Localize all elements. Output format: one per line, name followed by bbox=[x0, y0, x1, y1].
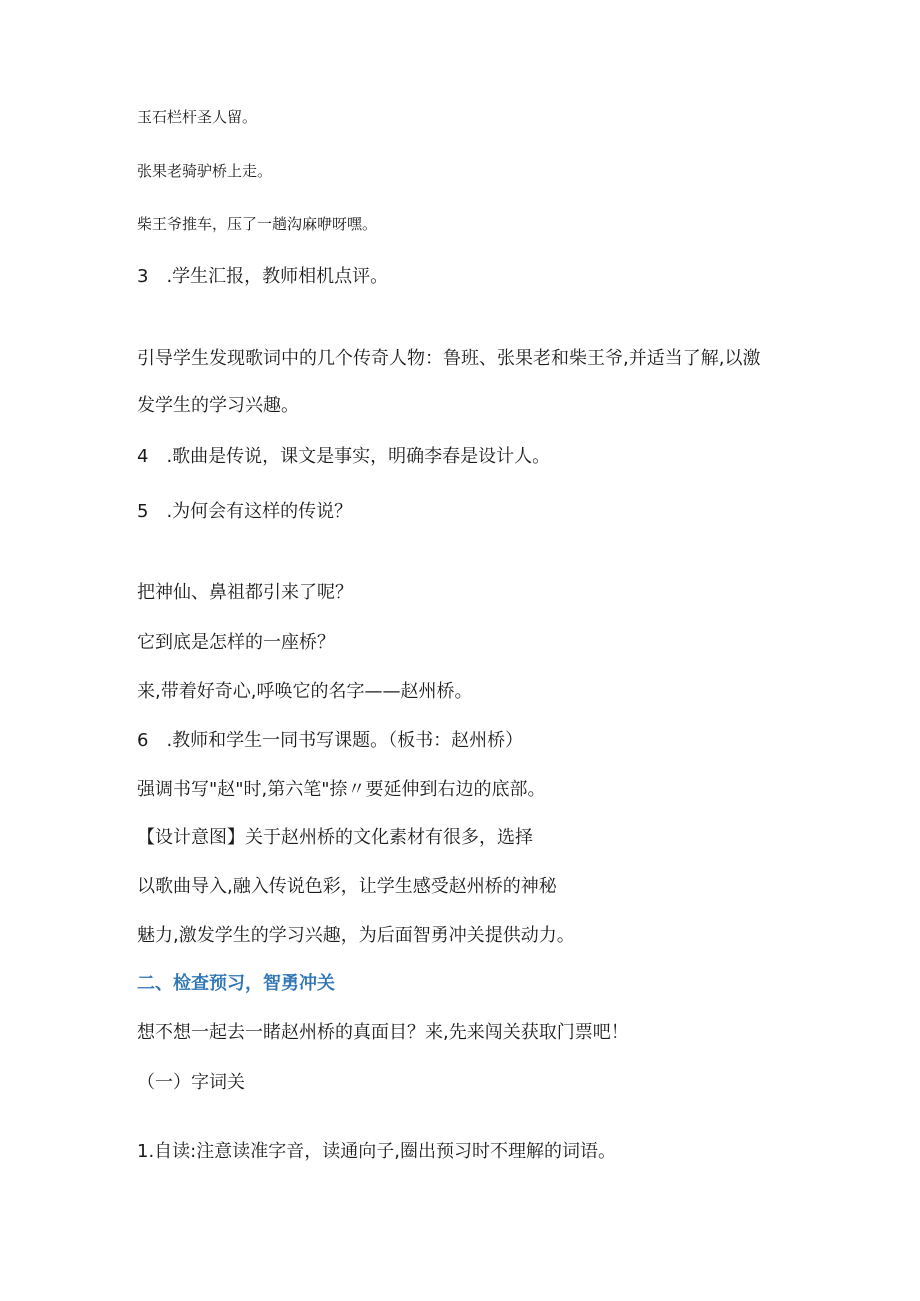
item-1: 1.自读:注意读准字音，读通向子,圈出预习时不理解的词语。 bbox=[137, 1141, 616, 1162]
guide-paragraph-line-2: 发学生的学习兴趣。 bbox=[137, 395, 299, 416]
step-4: 4 .歌曲是传说，课文是事实，明确李春是设计人。 bbox=[137, 446, 551, 467]
lyric-line-2: 张果老骑驴桥上走。 bbox=[137, 162, 273, 180]
question-line-1: 把神仙、鼻祖都引来了呢？ bbox=[137, 582, 353, 603]
step-3: 3 .学生汇报，教师相机点评。 bbox=[137, 266, 389, 287]
design-intent-line-3: 魅力,激发学生的学习兴趣，为后面智勇冲关提供动力。 bbox=[137, 925, 575, 946]
guide-paragraph-line-1: 引导学生发现歌词中的几个传奇人物：鲁班、张果老和柴王爷,并适当了解,以激 bbox=[137, 348, 761, 369]
question-line-2: 它到底是怎样的一座桥？ bbox=[137, 632, 335, 653]
design-intent-line-2: 以歌曲导入,融入传说色彩，让学生感受赵州桥的神秘 bbox=[137, 876, 557, 897]
section-2-heading: 二、检查预习，智勇冲关 bbox=[137, 973, 335, 994]
step-6: 6 .教师和学生一同书写课题。（板书：赵州桥） bbox=[137, 730, 524, 751]
step-5: 5 .为何会有这样的传说？ bbox=[137, 501, 353, 522]
section-2-intro: 想不想一起去一睹赵州桥的真面目？来,先来闯关获取门票吧！ bbox=[137, 1022, 629, 1043]
lyric-line-1: 玉石栏杆圣人留。 bbox=[137, 108, 258, 126]
subsection-1-title: （一）字词关 bbox=[137, 1072, 245, 1093]
question-line-3: 来,带着好奇心,呼唤它的名字——赵州桥。 bbox=[137, 681, 473, 702]
lyric-line-3: 柴王爷推车，压了一趟沟麻咿呀嘿。 bbox=[137, 215, 378, 233]
stroke-note: 强调书写"赵"时,第六笔"捺〃要延伸到右边的底部。 bbox=[137, 779, 546, 800]
design-intent-line-1: 【设计意图】关于赵州桥的文化素材有很多，选择 bbox=[137, 827, 533, 848]
